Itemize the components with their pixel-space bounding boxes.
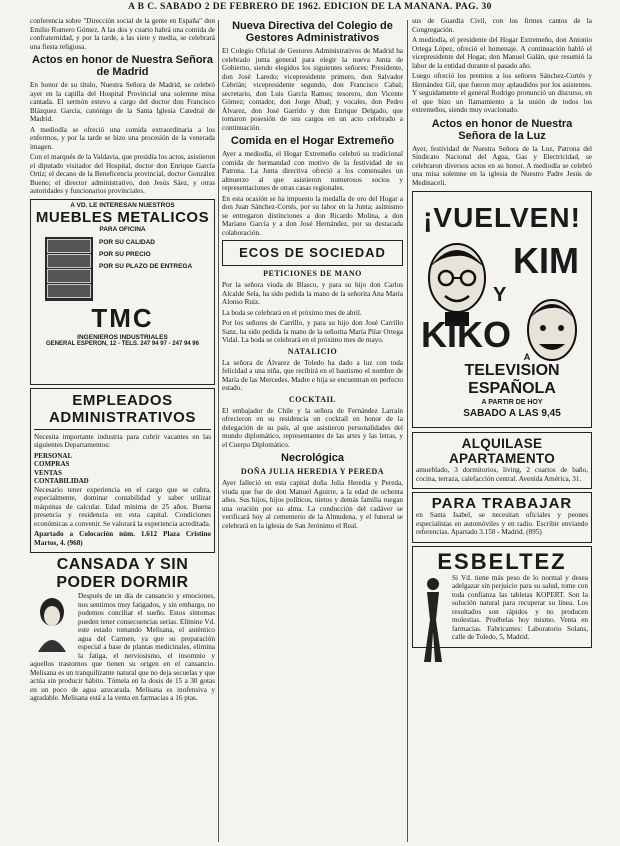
article-paragraph: A mediodía se ofreció una comida extraordinaria a los enfermos, y por la tarde se hizo una procesión de la venerada imagen. <box>30 125 215 151</box>
ad-body: Después de un día de cansancio y emociones, nos sentimos muy fatigados, y sin embargo, no podemos conciliar el sueño. Estos síntomas pueden tener consecuencias serias. Elimine Vd. este estado tomando Melisana, el auténtico agua del Carmen, ya que su preparación especial a base de plantas medicinales, elimina la fatiga, el nerviosismo, el insomnio y aquellos trastornos que tienen su origen en el cansancio. Melisana es un tranquilizante natural que no deja secuelas y que actúa sin producir hábito. Tómela en la dosis de 15 a 30 gotas en un poco de agua azucarada. Melisana es inofensiva y agradable. Melisana está a la venta en farmacias a 16 ptas. <box>30 592 215 702</box>
filing-cabinet-illustration <box>45 237 93 301</box>
ad-channel-2: ESPAÑOLA <box>468 380 556 397</box>
article-paragraph: Luego ofreció los premios a los señores Sánchez-Cortés y Hernández Gil, que fueron muy aplaudidos por los asistentes. Y seguidamente el general Rodrigo pronunció un discurso, en el que hizo un llamamiento a la unión de todos los extremeños, siendo muy ovacionado. <box>412 72 592 114</box>
department-item: COMPRAS <box>34 460 70 468</box>
article-paragraph: A mediodía, el presidente del Hogar Extremeño, don Antonio Ortega López, ofreció el homenaje. A continuación habló el vicepresidente del Hogar, don Manuel Galán, que resumió la labor de la entidad durante el pasado año. <box>412 36 592 70</box>
ad-body: Si Vd. tiene más peso de lo normal y desea adelgazar sin perjuicio para su salud, tome con toda confianza las tabletas KOPERT. Son la solución natural para recuperar su línea. Los resultados son rápidos y no producen molestias. Pruébelas hoy mismo. Venta en farmacias. Fabricantes: Laboratorio Solans, calle de Toledo, 5, Madrid. <box>452 573 588 641</box>
ad-body: en Santa Isabel, se necesitan oficiales y peones especialistas en automóviles y en radio. Escribir enviando referencias. Apartado 3.158 - Madrid. (895) <box>416 511 588 536</box>
article-headline: Necrológica <box>281 452 344 464</box>
article-paragraph: En esta ocasión se ha impuesto la medalla de oro del Hogar a don Juan Sánchez-Cortés, por su labor en la Junta; asimismo se entregaron distinciones a don Ricardo Molina, a don Mariano García y a don José Hernández, por su destacada colaboración. <box>222 194 403 237</box>
article-paragraph: El Colegio Oficial de Gestores Administrativos de Madrid ha celebrado junta general para elegir la nueva Junta de Gobierno, siendo elegidos los siguientes señores: Presidente, don José Laredo; vicepresidente primero, don Salvador Cebrián; vicepresidente segundo, don Francisco Cabal; secretario, don Luis García Ramos; tesorero, don Vicente Gómez; contador, don Jorge Abad; y vocales, don Pedro Álvarez, don José Garrido y don Enrique Delgado, que tomaron posesión de sus cargos en un acto celebrado a continuación. <box>222 47 403 132</box>
pricing-line: POR SU CALIDAD <box>99 238 155 246</box>
article-paragraph: En honor de su título, Nuestra Señora de Madrid, se celebró ayer en la capilla del Hospital Provincial una solemne misa cantada. El sermón estuvo a cargo del doctor don Francisco Blázquez García, canónigo de la Santa Iglesia Catedral de Madrid. <box>30 81 215 123</box>
subsection-title: PETICIONES DE MANO <box>263 269 362 278</box>
ad-title: MUEBLES METALICOS <box>35 208 210 226</box>
article-headline: Actos en honor de Nuestra Señora de la Luz <box>431 117 573 142</box>
article-headline: Comida en el Hogar Extremeño <box>230 135 395 147</box>
column-1 <box>30 17 215 843</box>
article-paragraph: Ayer falleció en esta capital doña Julia Heredia y Pereda, viuda que fue de don Manuel Aguirre, a la edad de ochenta años. Sus hijos, hijos políticos, nietos y demás familia ruegan una oración por su alma. La conducción del cadáver se verificará hoy al cementerio de la Almudena, y el funeral se celebrará en la iglesia de San Jerónimo el Real. <box>222 479 403 530</box>
department-item: CONTABILIDAD <box>34 477 89 485</box>
ad-conjunction: Y <box>493 284 507 306</box>
ad-body: amueblado, 3 dormitorios, living, 2 cuartos de baño, cocina, terraza, calefacción central. Avenida América, 31. <box>416 466 588 483</box>
article-paragraph: Con el marqués de la Valdavia, que presidía los actos, asistieron el diputado visitador del Hospital, doctor don Enrique García Ortiz; el decano de la Beneficencia provincial, doctor González Bueno; el director administrativo, don Jesús Sáez, y otras autoridades y funcionarios provinciales. <box>30 153 215 195</box>
column-rule-2 <box>407 20 408 842</box>
pricing-line: POR SU PRECIO <box>99 250 151 258</box>
ad-title: CANSADA Y SIN PODER DORMIR <box>56 556 189 591</box>
ad-alquilase <box>412 432 592 489</box>
ad-contact: Apartado a Colocación núm. 1.612 Plaza Cristino Martos, 4. (968) <box>34 530 211 547</box>
intro-paragraph: conferencia sobre "Dirección social de la gente en España" don Emilio Romero Gómez. A las dos y cuarto habrá una comida de confraternidad, y por la tarde, a las siete y media, se celebrará una fiesta religiosa. <box>30 17 215 51</box>
department-item: VENTAS <box>34 468 62 477</box>
article-paragraph: Ayer, festividad de Nuestra Señora de la Luz, Patrona del Sindicato Nacional del Agua, Gas y Electricidad, se celebraron diversos actos en su honor. A mediodía se celebró una misa solemne en la iglesia de Nuestro Padre Jesús de Medinaceli. <box>412 144 592 187</box>
ad-maker: INGENIEROS INDUSTRIALES <box>77 333 168 341</box>
pricing-line: POR SU PLAZO DE ENTREGA <box>99 262 193 270</box>
ad-body: Necesario tener experiencia en el cargo que se cubra, especialmente, dominar contabilidad y saber utilizar máquinas de calcular. Edad mínima de 25 años. Buena presencia y residencia en esta capital. Condiciones económicas a convenir. Se valorará la experiencia acreditada. <box>34 485 211 528</box>
subsection-title: DOÑA JULIA HEREDIA Y PEREDA <box>240 467 385 476</box>
ad-tagline: A VD. LE INTERESAN NUESTROS <box>70 201 175 209</box>
ad-start: A PARTIR DE HOY <box>481 399 543 406</box>
brand-logo: TMC <box>91 302 154 333</box>
ad-name-kim: KIM <box>513 240 579 281</box>
woman-silhouette-icon <box>418 576 448 664</box>
article-paragraph: La boda se celebrará en el próximo mes de abril. <box>222 308 362 317</box>
article-headline: Nueva Directiva del Colegio de Gestores Administrativos <box>232 20 393 44</box>
ad-title: EMPLEADOS ADMINISTRATIVOS <box>48 391 197 426</box>
ad-title: PARA TRABAJAR <box>431 495 573 512</box>
kim-face-icon <box>419 238 497 326</box>
ad-name-kiko: KIKO <box>421 314 511 355</box>
ad-address: GENERAL ESPERON, 12 - TELS. 247 94 97 - 247 94 96 <box>46 340 199 347</box>
article-paragraph: El embajador de Chile y la señora de Fernández Larraín ofrecieron en su residencia un cocktail en honor de la delegación de su país, al que asistieron personalidades del mundo diplomático, representantes de las artes y las letras, y el Cuerpo Diplomático. <box>222 406 403 449</box>
subsection-title: NATALICIO <box>287 346 338 356</box>
ad-para-trabajar <box>412 492 592 543</box>
ad-cansada <box>30 556 215 703</box>
column-3 <box>412 17 592 843</box>
ad-preposition: A <box>523 352 531 362</box>
ad-intro: Necesita importante industria para cubrir vacantes en las siguientes Departamentos: <box>34 432 211 449</box>
ad-subtitle: PARA OFICINA <box>99 225 146 233</box>
column-rule-1 <box>218 20 219 842</box>
department-item: PERSONAL <box>34 451 73 460</box>
ad-channel: TELEVISION <box>464 362 560 379</box>
ad-title: ESBELTEZ <box>437 548 567 574</box>
subsection-title: COCKTAIL <box>289 394 336 404</box>
ad-schedule: SABADO A LAS 9,45 <box>463 408 561 419</box>
ad-esbeltez <box>412 546 592 648</box>
ad-muebles-metalicos <box>30 199 215 385</box>
article-paragraph: Por la señora viuda de Blasco, y para su hijo don Carlos Alcalde Sela, ha sido pedida la mano de la señorita Ana María Alonso Ruiz. <box>222 281 403 306</box>
section-title: ECOS DE SOCIEDAD <box>239 245 386 260</box>
ad-tv-kim-kiko <box>412 191 592 428</box>
article-headline: Actos en honor de Nuestra Señora de Madrid <box>32 54 213 78</box>
article-paragraph: Por los señores de Carrillo, y para su hijo don José Carrillo Sanz, ha sido pedida la mano de la señorita María Pilar Ortega Vidal. La boda se celebrará en el próximo mes de mayo. <box>222 319 403 344</box>
page-header: A B C. SABADO 2 DE FEBRERO DE 1962. EDICION DE LA MAÑANA. PAG. 30 <box>128 2 492 12</box>
ad-empleados <box>30 388 215 554</box>
article-paragraph: La señora de Álvarez de Toledo ha dado a luz con toda felicidad a una niña, que recibirá en el bautismo el nombre de María de las Mercedes. Madre e hija se encuentran en perfecto estado. <box>222 358 403 392</box>
article-paragraph: Ayer a mediodía, el Hogar Extremeño celebró su tradicional comida de hermandad con motivo de la festividad de su Patrona. La Junta directiva ofreció a los comensales un almuerzo al que asistieron numerosos socios y representaciones de otras casas regionales. <box>222 150 403 192</box>
ad-title: ALQUILASE APARTAMENTO <box>448 436 556 466</box>
article-paragraph: sus de Guardia Civil, con los firmes cantos de la Congregación. <box>412 17 592 34</box>
column-2 <box>222 17 403 843</box>
ad-headline: ¡VUELVEN! <box>423 202 581 233</box>
sleeping-woman-icon <box>30 594 74 652</box>
